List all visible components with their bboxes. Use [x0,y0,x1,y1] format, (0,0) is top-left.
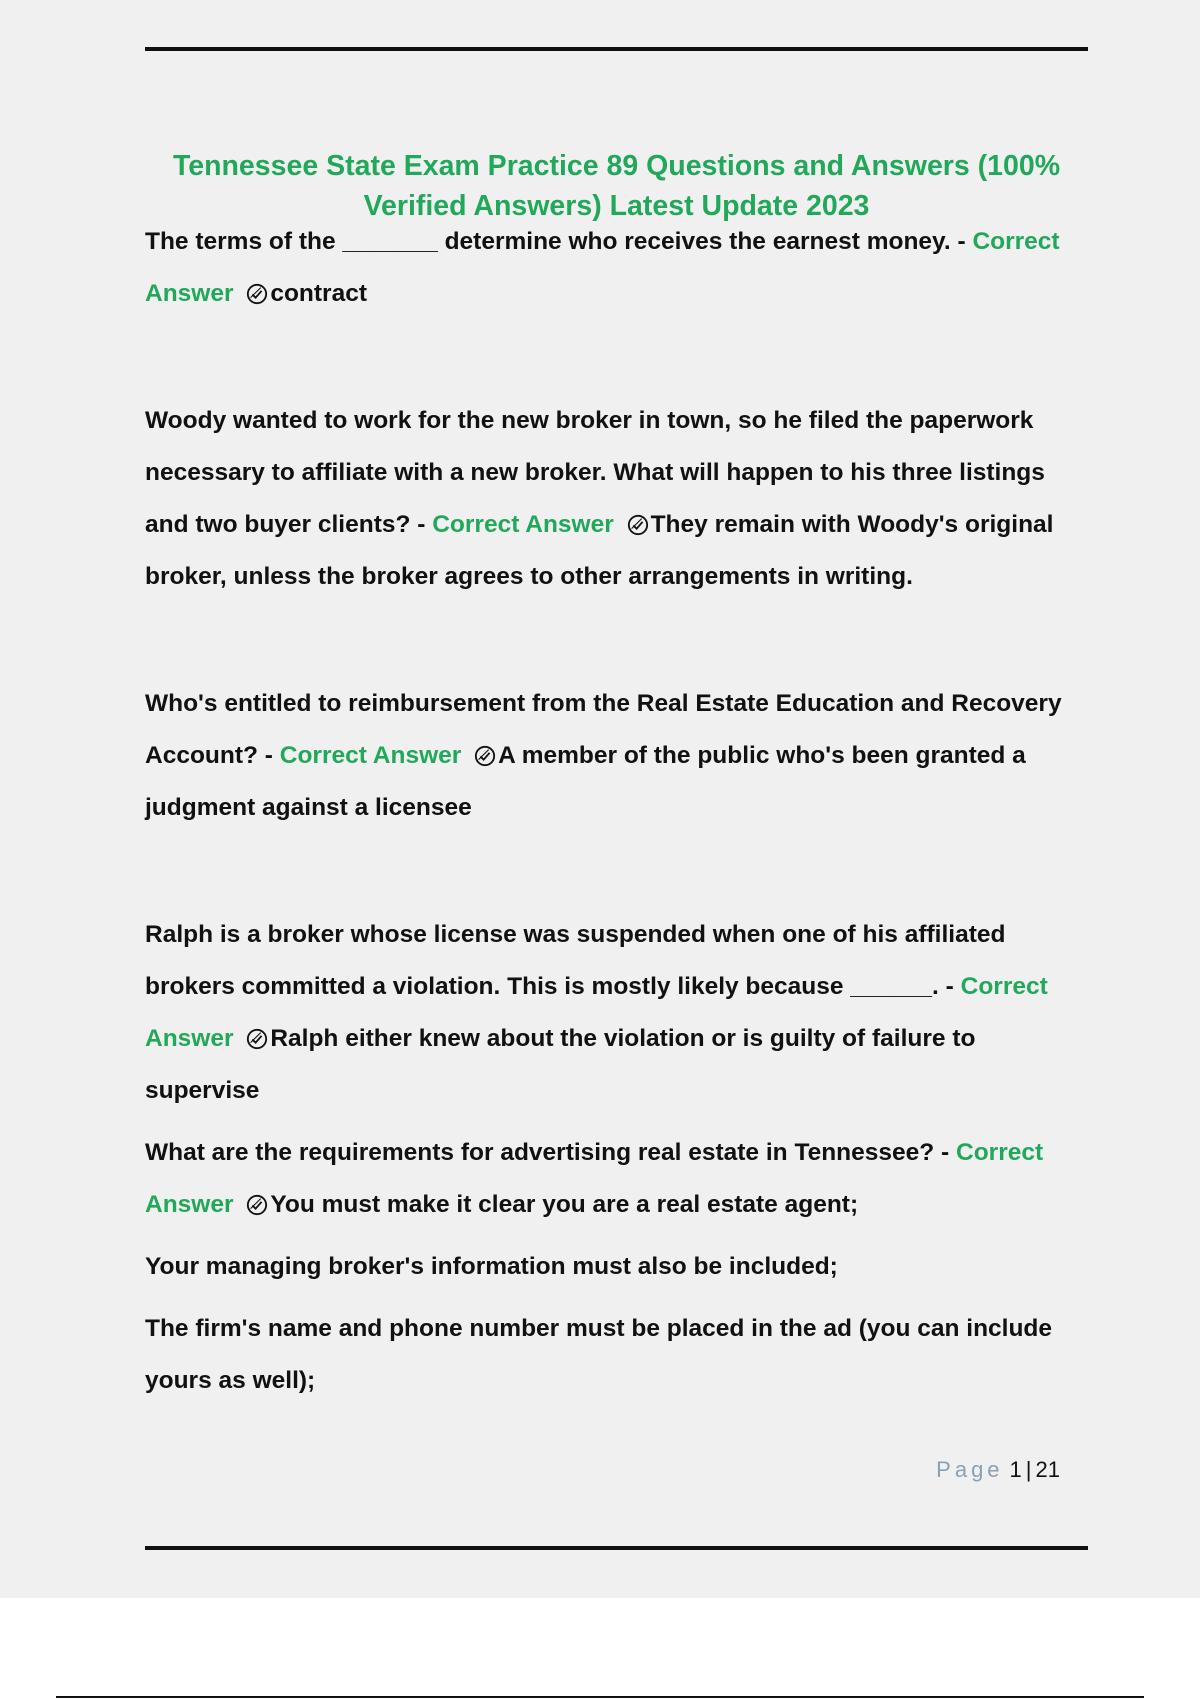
page-separator: | [1025,1457,1032,1482]
correct-answer-label: Correct Answer [432,511,614,538]
question-text: Ralph is a broker whose license was suspended when one of his affiliated brokers committed a violation. This is mostly likely because ______. - [145,921,1006,1000]
page-number [860,1457,1060,1483]
correct-answer-label: Correct Answer [279,742,462,769]
correct-answer-label: Correct Answer [145,973,1048,1052]
answer-text: A member of the public who's been granted a judgment against a licensee [145,742,1026,821]
answer-continuation-line: Your managing broker's information must also be included; [145,1253,838,1280]
check-circle-icon [246,1194,268,1216]
question-text: What are the requirements for advertising real estate in Tennessee? - [145,1139,957,1166]
qa-content [145,216,1088,1407]
answer-text: They remain with Woody's original broker, unless the broker agrees to other arrangements in writing. [145,511,1054,590]
question-text: Who's entitled to reimbursement from the Real Estate Education and Recovery Account? - [145,690,1062,769]
check-circle-icon [474,745,496,767]
answer-text: You must make it clear you are a real estate agent; [270,1191,859,1218]
answer-text: contract [270,280,367,307]
qa-item-3 [145,678,1088,834]
document-title: Tennessee State Exam Practice 89 Questions and Answers (100% Verified Answers) Latest Update 2023 [172,150,1061,222]
qa-item-4 [145,909,1088,1117]
check-circle-icon [627,514,649,536]
qa-item-2 [145,395,1088,603]
qa-item-5 [145,1127,1088,1231]
check-circle-icon [246,1028,268,1050]
qa-item-1 [145,216,1088,320]
page-word: Page [936,1457,1004,1482]
correct-answer-label: Correct Answer [145,228,1060,307]
answer-text: Ralph either knew about the violation or is guilty of failure to supervise [145,1025,976,1104]
correct-answer-label: Correct Answer [145,1139,1044,1218]
page-total: 21 [1035,1457,1060,1482]
question-text: The terms of the _______ determine who receives the earnest money. - [145,228,973,255]
check-circle-icon [246,283,268,305]
next-page-header-rule [56,1696,1144,1698]
answer-continuation-line: The firm's name and phone number must be placed in the ad (you can include yours as well); [145,1315,1053,1394]
header-rule [145,47,1088,51]
page-current: 1 [1009,1457,1022,1482]
question-text: Woody wanted to work for the new broker in town, so he filed the paperwork necessary to affiliate with a new broker. What will happen to his three listings and two buyer clients? - [145,407,1045,538]
footer-rule [145,1546,1088,1550]
